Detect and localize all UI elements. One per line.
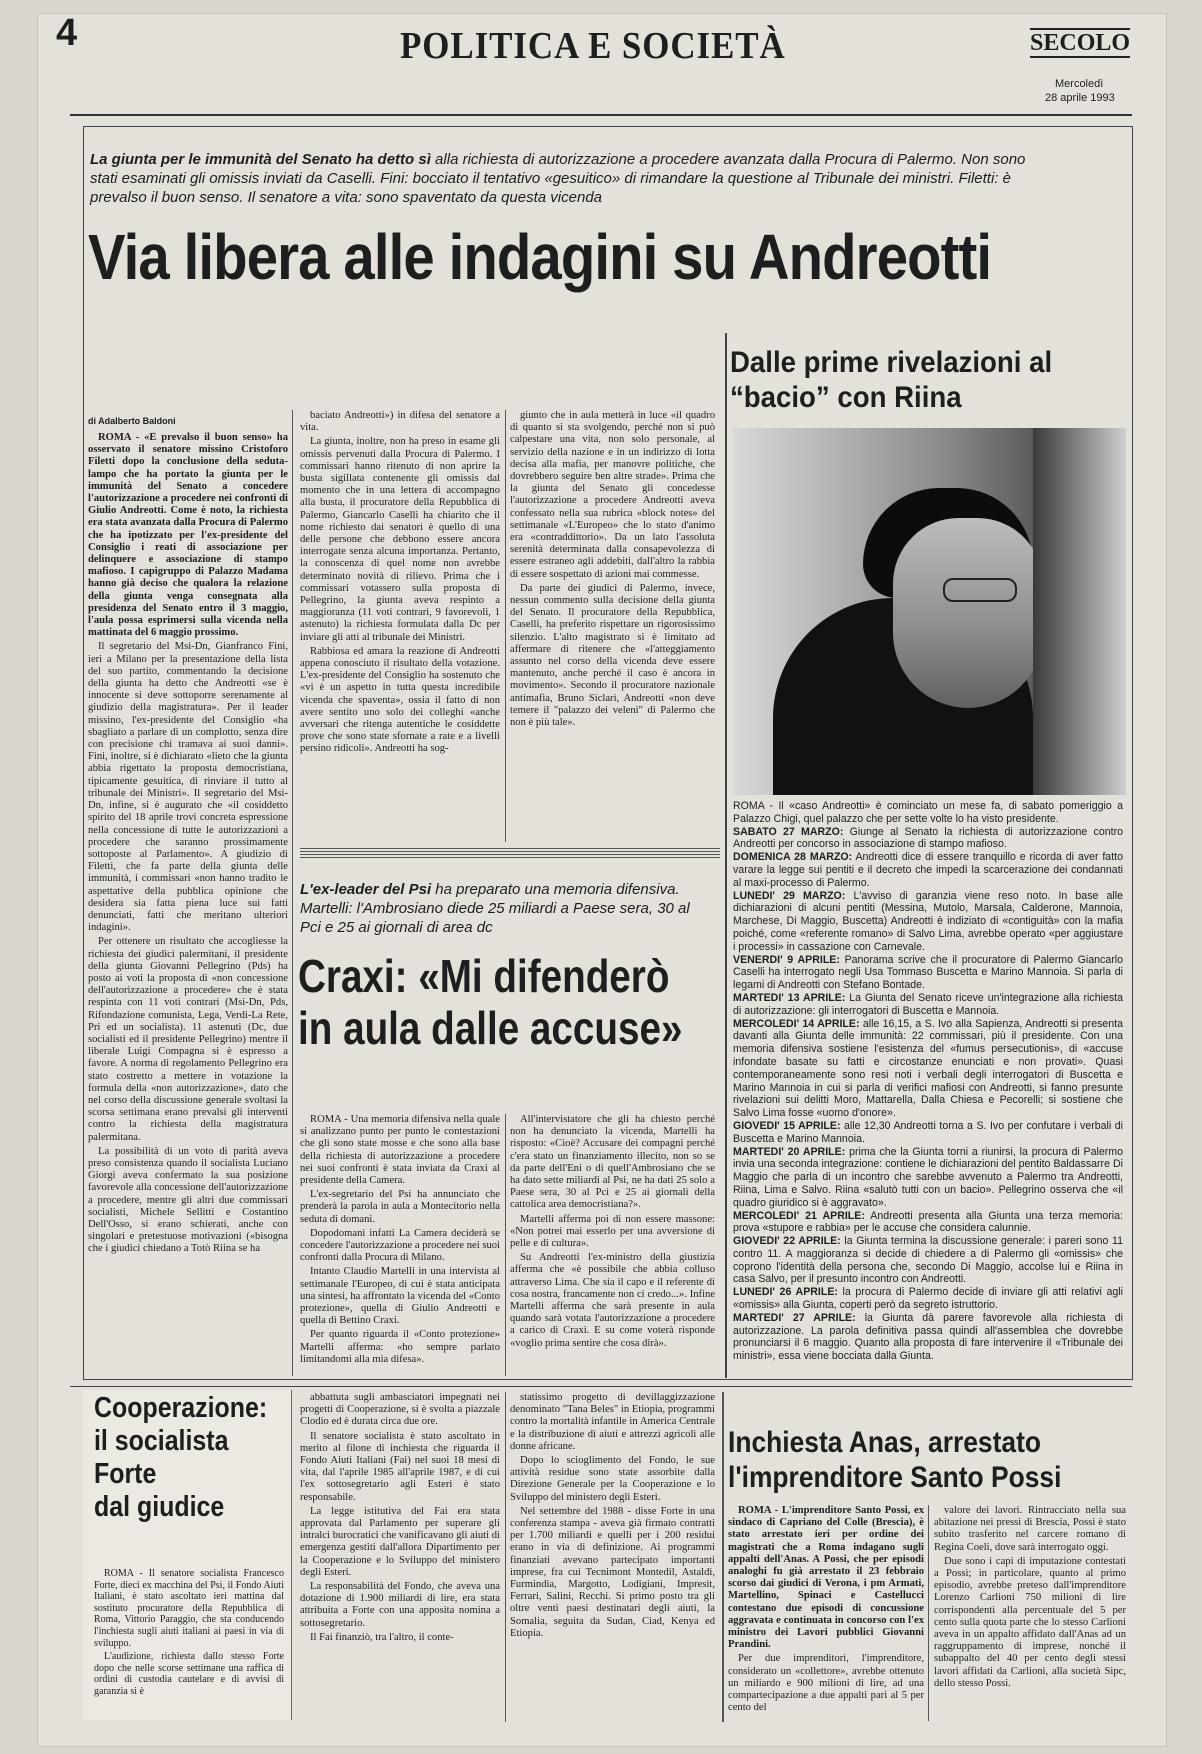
- bottom-divider: [70, 1386, 1132, 1387]
- paragraph: La legge istitutiva del Fai era stata approvata dal Parlamento per superare gli intralci burocratici che vanificavano gli aiuti di emergenza gestiti dall'allora Dipartimento per la Cooperazione e lo Sviluppo del ministero degli Esteri.: [300, 1505, 500, 1578]
- timeline-entry: MERCOLEDI' 21 APRILE: Andreotti presenta alla Giunta una terza memoria: prova «stupore e rabbia» per le accuse che considera calunnie.: [733, 1209, 1123, 1235]
- sidebar-timeline: [733, 800, 1123, 1363]
- main-kicker-bold: La giunta per le immunità del Senato ha detto sì: [90, 151, 431, 168]
- paragraph: valore dei lavori. Rintracciato nella sua abitazione nei pressi di Brescia, Possi è stato subito trasferito nel carcere romano di Regina Coeli, dove sarà interrogato oggi.: [934, 1505, 1126, 1553]
- issue-date: 28 aprile 1993: [1045, 92, 1115, 104]
- timeline-entry: MARTEDI' 27 APRILE: la Giunta dà parere favorevole alla richiesta di autorizzazione. La parola definitiva passa quindi all'assemblea che dovrebbe pronunciarsi il 6 maggio. Quanto alla proposta di fare intervenire il «Tribunale dei ministri», essa viene bocciata dalla Giunta.: [733, 1311, 1123, 1363]
- column-rule: [505, 410, 506, 842]
- paragraph: Il senatore socialista è stato ascoltato in merito al filone di inchiesta che riguarda il Fondo Aiuti Italiani (Fai) nel suoi 18 mesi di vita, dal l'aprile 1985 all'aprile 1987, e di cui l'ex sottosegretario agli Esteri è stato responsabile.: [300, 1430, 500, 1503]
- paragraph: Per due imprenditori, l'imprenditore, considerato un «collettore», avrebbe ottenuto un miliardo e 900 milioni di lire, ad una compartecipazione a due appalti pari al 5 per cento del: [728, 1653, 924, 1714]
- anas-headline: Inchiesta Anas, arrestato l'imprenditore Santo Possi: [728, 1426, 1062, 1494]
- paragraph: Due sono i capi di imputazione contestati a Possi; in particolare, quanto al primo episodio, avrebbe preteso dall'imprenditore Lorenzo Carlioni 750 milioni di lire corrispondenti alla percentuale del 5 per cento sulla quota parte che lo stesso Carlioni aveva in un appalto affidato dall'Anas ad un raggruppamento di imprese, nonché il subappalto del 40 per cento degli stessi lavori affidati da Carlioni, alla società Sipc, dello stesso Possi.: [934, 1555, 1126, 1689]
- main-kicker-text: alla richiesta di autorizzazione a procedere avanzata dalla Procura di Palermo. Non sono stati esaminati gli omissis inviati da Caselli. Fini: bocciato il tentativo «gesuitico» di rimandare la questione al Tribunale dei ministri. Filetti: è prevalso il buon senso. Il senatore a vita: sono spaventato da questa vicenda: [90, 151, 1026, 206]
- anas-column-2: [934, 1505, 1126, 1721]
- craxi-column-1: [300, 1114, 500, 1376]
- timeline-entry: MARTEDI' 13 APRILE: La Giunta del Senato riceve un'integrazione alla richiesta di autorizzazione: gli interrogatori di Buscetta e Mannoia.: [733, 991, 1123, 1017]
- paragraph: Intanto Claudio Martelli in una intervista al settimanale l'Europeo, di cui è stata anticipata una sintesi, ha affrontato la vicenda del «Conto protezione», quella di Giulio Andreotti e quella di Bettino Craxi.: [300, 1266, 500, 1327]
- paragraph: abbattuta sugli ambasciatori impegnati nei progetti di Cooperazione, si è svolta a piazzale Clodio ed è durata circa due ore.: [300, 1392, 500, 1428]
- timeline-entry: LUNEDI' 26 APRILE: la procura di Palermo decide di inviare gli atti relativi agli «omissis» alla Giunta, coperti però da segreto istruttorio.: [733, 1286, 1123, 1312]
- column-rule: [505, 1392, 506, 1722]
- timeline-entry: MARTEDI' 20 APRILE: prima che la Giunta torni a riunirsi, la procura di Palermo invia una seconda integrazione: contiene le dichiarazioni del pentito Baldassarre Di Maggio che parla di un incontro che sarebbe avvenuto a Palermo tra Andreotti, Riina, Lima e Salvo. Riina «salutò tutti con un bacio». Pellegrino osserva che «il quadro giuridico si è aggravato».: [733, 1145, 1123, 1209]
- paragraph: Martelli afferma poi di non essere massone: «Non potrei mai esserlo per una avversione di pelle e di cultura».: [510, 1213, 715, 1250]
- paragraph: Il Fai finanziò, tra l'altro, il conte-: [310, 1631, 454, 1643]
- paragraph: giunto che in aula metterà in luce «il quadro di quanto si sta svolgendo, perché non si può calpestare una vita, non solo personale, al servizio della nazione e in un indirizzo di lotta decisa alla mafia, per manovre politiche, che dovrebbero seguire ben altre strade». Prima che la giunta del Senato gli concedesse l'autorizzazione a procedere Andreotti aveva confessato nella sua rubrica «block notes» del settimanale «L'Europeo» che lo stato d'animo era «contraddittorio». Da un lato l'assoluta serenità determinata dalla consapevolezza di essere estraneo agli addebiti, dall'altro la rabbia di essere sospettato di azioni mai commesse.: [510, 410, 715, 580]
- main-headline: Via libera alle indagini su Andreotti: [88, 221, 992, 293]
- paragraph: Rabbiosa ed amara la reazione di Andreotti appena conosciuto il risultato della votazione. L'ex-presidente del Consiglio ha sostenuto che «vi è un aspetto in tutta questa incredibile vicenda che spaventa», ossia il fatto di non avere sentito uno solo dei colleghi «anche avversari che ritenga autentiche le cosiddette prove che sono state sfornate a rate e a livelli persino ridicoli». Andreotti ha sog-: [300, 645, 500, 755]
- paragraph: Su Andreotti l'ex-ministro della giustizia afferma che «è possibile che abbia colluso attraverso Lima. Che sia il capo e il referente di cosa nostra, francamente non ci credo...». Infine Martelli afferma che sarà presente in aula quando sarà votata l'autorizzazione a procedere a carico di Craxi. E su come voterà risponde «voglio prima sentire che cosa dirà».: [510, 1252, 715, 1349]
- page-number: 4: [56, 12, 78, 54]
- main-kicker: [90, 150, 1050, 207]
- paragraph: ROMA - Il senatore socialista Francesco Forte, dieci ex macchina del Psi, il Fondo Aiuti Italiani, è stato ascoltato ieri mattina dal sostituto procuratore della Repubblica di Roma, Vittorio Paraggio, che sta conducendo l'inchiesta sugli aiuti italiani ai paesi in via di sviluppo.: [94, 1568, 284, 1649]
- paragraph: Il segretario del Msi-Dn, Gianfranco Fini, ieri a Milano per la presentazione della lista del suo partito, commentando la decisione della giunta ha detto che Andreotti «se è innocente si deve sottoporre serenamente al giudizio della magistratura». Per il leader missino, l'ex-presidente del Consiglio «ha sbagliato a parlare di un complotto, senza dire con precisione chi tramava ai suoi danni». Fini, inoltre, si è dichiarato «lieto che la giunta abbia rigettato la proposta democristiana, tipicamente gesuitica, di rinviare il tutto al tribunale dei Ministri». Il segretario del Msi-Dn, infine, si è augurato che «il cosiddetto spirito del 18 aprile trovi concreta espressione nella concessione di tutte le autorizzazioni a procedere che saranno prossimamente sottoposte al Parlamento». A giudizio di Filetti, che fa parte della giunta delle immunità, i commissari «non hanno tradito le aspettative della pubblica opinione che desidera sia fatta piena luce sui fatti denunciati, fatti che meritano ulteriori indagini».: [88, 641, 288, 934]
- issue-day: Mercoledì: [1055, 78, 1104, 90]
- timeline-entry: SABATO 27 MARZO: Giunge al Senato la richiesta di autorizzazione contro Andreotti per concorso in associazione di stampo mafioso.: [733, 825, 1123, 851]
- craxi-kicker: L'ex-leader del Psi ha preparato una memoria difensiva. Martelli: l'Ambrosiano diede 25 miliardi a Paese sera, 30 al Pci e 25 ai giornali di area dc: [300, 881, 690, 936]
- paragraph: Nel settembre del 1988 - disse Forte in una conferenza stampa - aveva già firmato contratti per 1.700 miliardi e quelli per i 200 residui erano in via di definizione. Ai programmi finanziati avevano partecipato importanti imprese, fra cui Tecnimont Montedil, Astaldi, Furmindia, Margotto, Lodigiani, Impresit, Ferrari, Salini, Recchi. Si primo posto tra gli oltre venti paesi destinatari degli aiuti, la Somalia, seguita da Sudan, Ciad, Kenya ed Etiopia.: [510, 1505, 715, 1639]
- paragraph: La responsabilità del Fondo, che aveva una dotazione di 1.900 miliardi di lire, era stata attribuita a Forte con una apposita nomina a sottosegretario.: [300, 1581, 500, 1629]
- paragraph: ROMA - Una memoria difensiva nella quale si analizzano punto per punto le contestazioni che gli sono state mosse e che sono alla base della richiesta di autorizzazione a procedere nei suoi confronti è stata inviata da Craxi al presidente della Camera.: [300, 1114, 500, 1187]
- newspaper-logo: SECOLO: [1030, 30, 1131, 56]
- paragraph: Da parte dei giudici di Palermo, invece, nessun commento sulla decisione della giunta del Senato. Il procuratore della Repubblica, Caselli, ha preferito rispettare un rigorosissimo silenzio. L'alto magistrato si è limitato ad affermare di ritenere che «l'atteggiamento assunto nel corso della vicenda deve essere mantenuto, anche perché il caso è ancora in movimento». Secondo il procuratore nazionale antimafia, Bruno Siclari, Andreotti «non deve temere il "palazzo dei veleni" di Palermo che non è più tale».: [510, 582, 715, 729]
- timeline-entry: GIOVEDI' 22 APRILE: la Giunta termina la discussione generale: i pareri sono 11 contro 11. A maggioranza si decide di chiedere a di Palermo gli «omissis» che coprono l'identità della persona che, secondo Di Maggio, accolse lui e Riina in casa Salvo, per il presunto incontro con Andreotti.: [733, 1235, 1123, 1286]
- timeline-entry: MERCOLEDI' 14 APRILE: alle 16,15, a S. Ivo alla Sapienza, Andreotti si presenta davanti alla Giunta delle immunità: 22 commissari, più il presidente. Con una memoria difensiva sostiene l'esistenza del «fumus persecutionis», di «accuse infondate basate su fatti e circostanze enunciati e non provati». Quasi contemporaneamente sono resi noti i verbali degli interrogatori di Buscetta e Marino Mannoia in cui si parla di verifici mafiosi con Andreotti, si fanno presunte rivelazioni sui delitti Moro, Mattarella, Dalla Chiesa e Pecorelli; si sostiene che Salvo Lima fosse «uomo d'onore».: [733, 1017, 1124, 1120]
- coop-column-2: [300, 1392, 500, 1722]
- coop-column-3: [510, 1392, 715, 1722]
- column-rule: [928, 1505, 929, 1721]
- story-divider: [300, 848, 720, 858]
- anas-column-1: [728, 1505, 924, 1721]
- timeline-entry: DOMENICA 28 MARZO: Andreotti dice di essere tranquillo e ricorda di aver fatto varare la legge sui pentiti e il decreto che impedì la scarcerazione dei condannati al maxi-processo di Palermo.: [733, 851, 1123, 889]
- paragraph: L'audizione, richiesta dallo stesso Forte dopo che nelle scorse settimane una raffica di ordini di custodia cautelare e di avvisi di garanzia si è: [94, 1651, 284, 1697]
- andreotti-photo: [733, 428, 1126, 795]
- sidebar-title: Dalle prime rivelazioni al “bacio” con Riina: [730, 346, 1053, 414]
- column-rule: [722, 1392, 724, 1722]
- paragraph: La giunta, inoltre, non ha preso in esame gli omissis pervenuti dalla Procura di Palermo. I commissari hanno ritenuto di non aprire la busta sigillata contenente gli omissis dal momento che in una lettera di accompagno alla busta, il procuratore della Repubblica di Palermo, Giancarlo Caselli ha chiarito che il nome richiesto dai senatori è quello di una delle persone che debbono essere ancora interrogate senza alcuna importanza. Pertanto, la conoscenza di quel nome non avrebbe determinato novità di rilievo. Prima che i commissari votassero sulla proposta di Pellegrino, la giunta aveva respinto a maggioranza (11 voti contrari, 9 favorevoli, 1 astenuto) la richiesta formulata dalla Dc per inviare gli atti al tribunale dei Ministri.: [300, 436, 500, 643]
- paragraph: ROMA - L'imprenditore Santo Possi, ex sindaco di Capriano del Colle (Brescia), è stato arrestato ieri per ordine dei magistrati che a Roma indagano sugli appalti dell'Anas. A Possi, che per episodi analoghi fu già arrestato il 23 febbraio scorso dai giudici di Verona, i pm Armati, Martellino, Spinaci e Castellucci contestano due episodi di concussione aggravata e continuata in concorso con l'ex ministro dei Lavori pubblici Giovanni Prandini.: [728, 1505, 924, 1651]
- timeline-entry: LUNEDI' 29 MARZO: L'avviso di garanzia viene reso noto. In base alle dichiarazioni di alcuni pentiti (Messina, Mutolo, Marsala, Calderone, Mannoia, Marchese, Di Maggio, Buscetta) Andreotti è indiziato di «contiguità» con la mafia poiché, come «referente romano» di Salvo Lima, avrebbe operato «per aggiustare i processi» in cassazione con Carnevale.: [733, 889, 1123, 953]
- byline: di Adalberto Baldoni: [88, 416, 176, 426]
- sidebar-intro: ROMA - Il «caso Andreotti» è cominciato un mese fa, di sabato pomeriggio a Palazzo Chigi, quel palazzo che per sette volte lo ha visto presidente.: [733, 800, 1123, 825]
- masthead-divider: [70, 114, 1132, 116]
- column-rule: [505, 1114, 506, 1376]
- craxi-headline: Craxi: «Mi difenderò in aula dalle accuse»: [298, 950, 683, 1054]
- paragraph: Per quanto riguarda il «Conto protezione» Martelli afferma: «ho sempre parlato limitandomi alla mia difesa».: [300, 1329, 500, 1365]
- paragraph: statissimo progetto di devillaggizzazione denominato "Tana Beles" in Etiopia, programmi contro la mortalità infantile in America Centrale e la distribuzione di aiuti e attrezzi agricoli alle donne africane.: [510, 1392, 715, 1452]
- paragraph: All'intervistatore che gli ha chiesto perché non ha denunciato la vicenda, Martelli ha risposto: «Cioè? Accusare dei compagni perché c'era stato un finanziamento illecito, non so se da parte dell'Eni o di quell'Ambrosiano che se ha dato sette miliardi al Psi, ne ha dati 25 solo a Paese sera, 30 al Pci e 25 ai giornali della cattolica area democristiana?».: [510, 1114, 715, 1211]
- timeline-entry: VENERDI' 9 APRILE: Panorama scrive che il procuratore di Palermo Giancarlo Caselli ha interrogato negli Usa Tommaso Buscetta e Marino Mannoia. Si parla di legami di Andreotti con Stefano Bontade.: [733, 953, 1123, 992]
- main-column-3: [510, 410, 715, 842]
- craxi-column-2: [510, 1114, 715, 1376]
- coop-column-1: [94, 1568, 284, 1716]
- section-title: POLITICA E SOCIETÀ: [400, 25, 786, 67]
- timeline-entry: GIOVEDI' 15 APRILE: alle 12,30 Andreotti torna a S. Ivo per confutare i verbali di Buscetta e Marino Mannoia.: [733, 1119, 1123, 1145]
- paragraph: La possibilità di un voto di parità aveva preso consistenza quando il socialista Luciano Giorgi aveva confermato la sua posizione favorevole alla concessione dell'autorizzazione a procedere, mentre gli altri due commissari socialisti, Michele Sellitti e Costantino Dell'Osso, si erano schierati, anche con singolari e pretestuose motivazioni («bisogna che i giudici chiedano a Totò Riina se ha: [88, 1145, 288, 1255]
- paragraph: Dopodomani infatti La Camera deciderà se concedere l'autorizzazione a procedere nei suoi confronti dalla Procura di Milano.: [300, 1227, 500, 1264]
- paragraph: Dopo lo scioglimento del Fondo, le sue attività residue sono state assorbite dalla Direzione Generale per la Cooperazione e lo Sviluppo del ministero degli Esteri.: [510, 1455, 715, 1503]
- main-column-2: [300, 410, 500, 842]
- paragraph: baciato Andreotti») in difesa del senatore a vita.: [300, 410, 500, 434]
- paragraph: ROMA - «È prevalso il buon senso» ha osservato il senatore missino Cristoforo Filetti dopo la conclusione della seduta-lampo che ha portato la giunta per le immunità del Senato a concedere l'autorizzazione a procedere nei confronti di Giulio Andreotti. Come è noto, la richiesta era stata avanzata dalla Procura di Palermo che ha ipotizzato per l'ex-presidente del Consiglio i reati di associazione per delinquere e associazione di stampo mafioso. I capigruppo di Palazzo Madama hanno già deciso che qualora la relazione della giunta venga consegnata alla presidenza del Senato entro il 3 maggio, l'aula possa esprimersi sulla vicenda nella mattinata del 6 maggio prossimo.: [88, 432, 288, 639]
- coop-headline: Cooperazione: il socialista Forte dal giudice: [94, 1392, 268, 1523]
- main-column-1: [88, 432, 288, 1376]
- paragraph: L'ex-segretario del Psi ha annunciato che prenderà la parola in aula a Montecitorio nella seduta di domani.: [300, 1189, 500, 1225]
- paragraph: Per ottenere un risultato che accogliesse la richiesta dei giudici palermitani, il presidente della giunta Giovanni Pellegrino (Pds) ha posto ai voti la proposta di «non concessione dell'autorizzazione a procedere» che è stata respinta con 11 voti contrari (Msi-Dn, Pds, Rifondazione comunista, Lega, Verdi-La Rete, Pri ed un socialista). 11 astenuti (Dc, due socialisti ed il presidente Pellegrino) mentre il liberale Luigi Compagna si è espresso a favore. A norma di regolamento Pellegrino era stato costretto a mettere in votazione la formula della «non autorizzazione», dato che nel corso della discussione generale svoltasi la scorsa settimana erano prevalsi gli interventi contro la richiesta della magistratura palermitana.: [88, 936, 288, 1143]
- column-rule: [292, 410, 293, 1376]
